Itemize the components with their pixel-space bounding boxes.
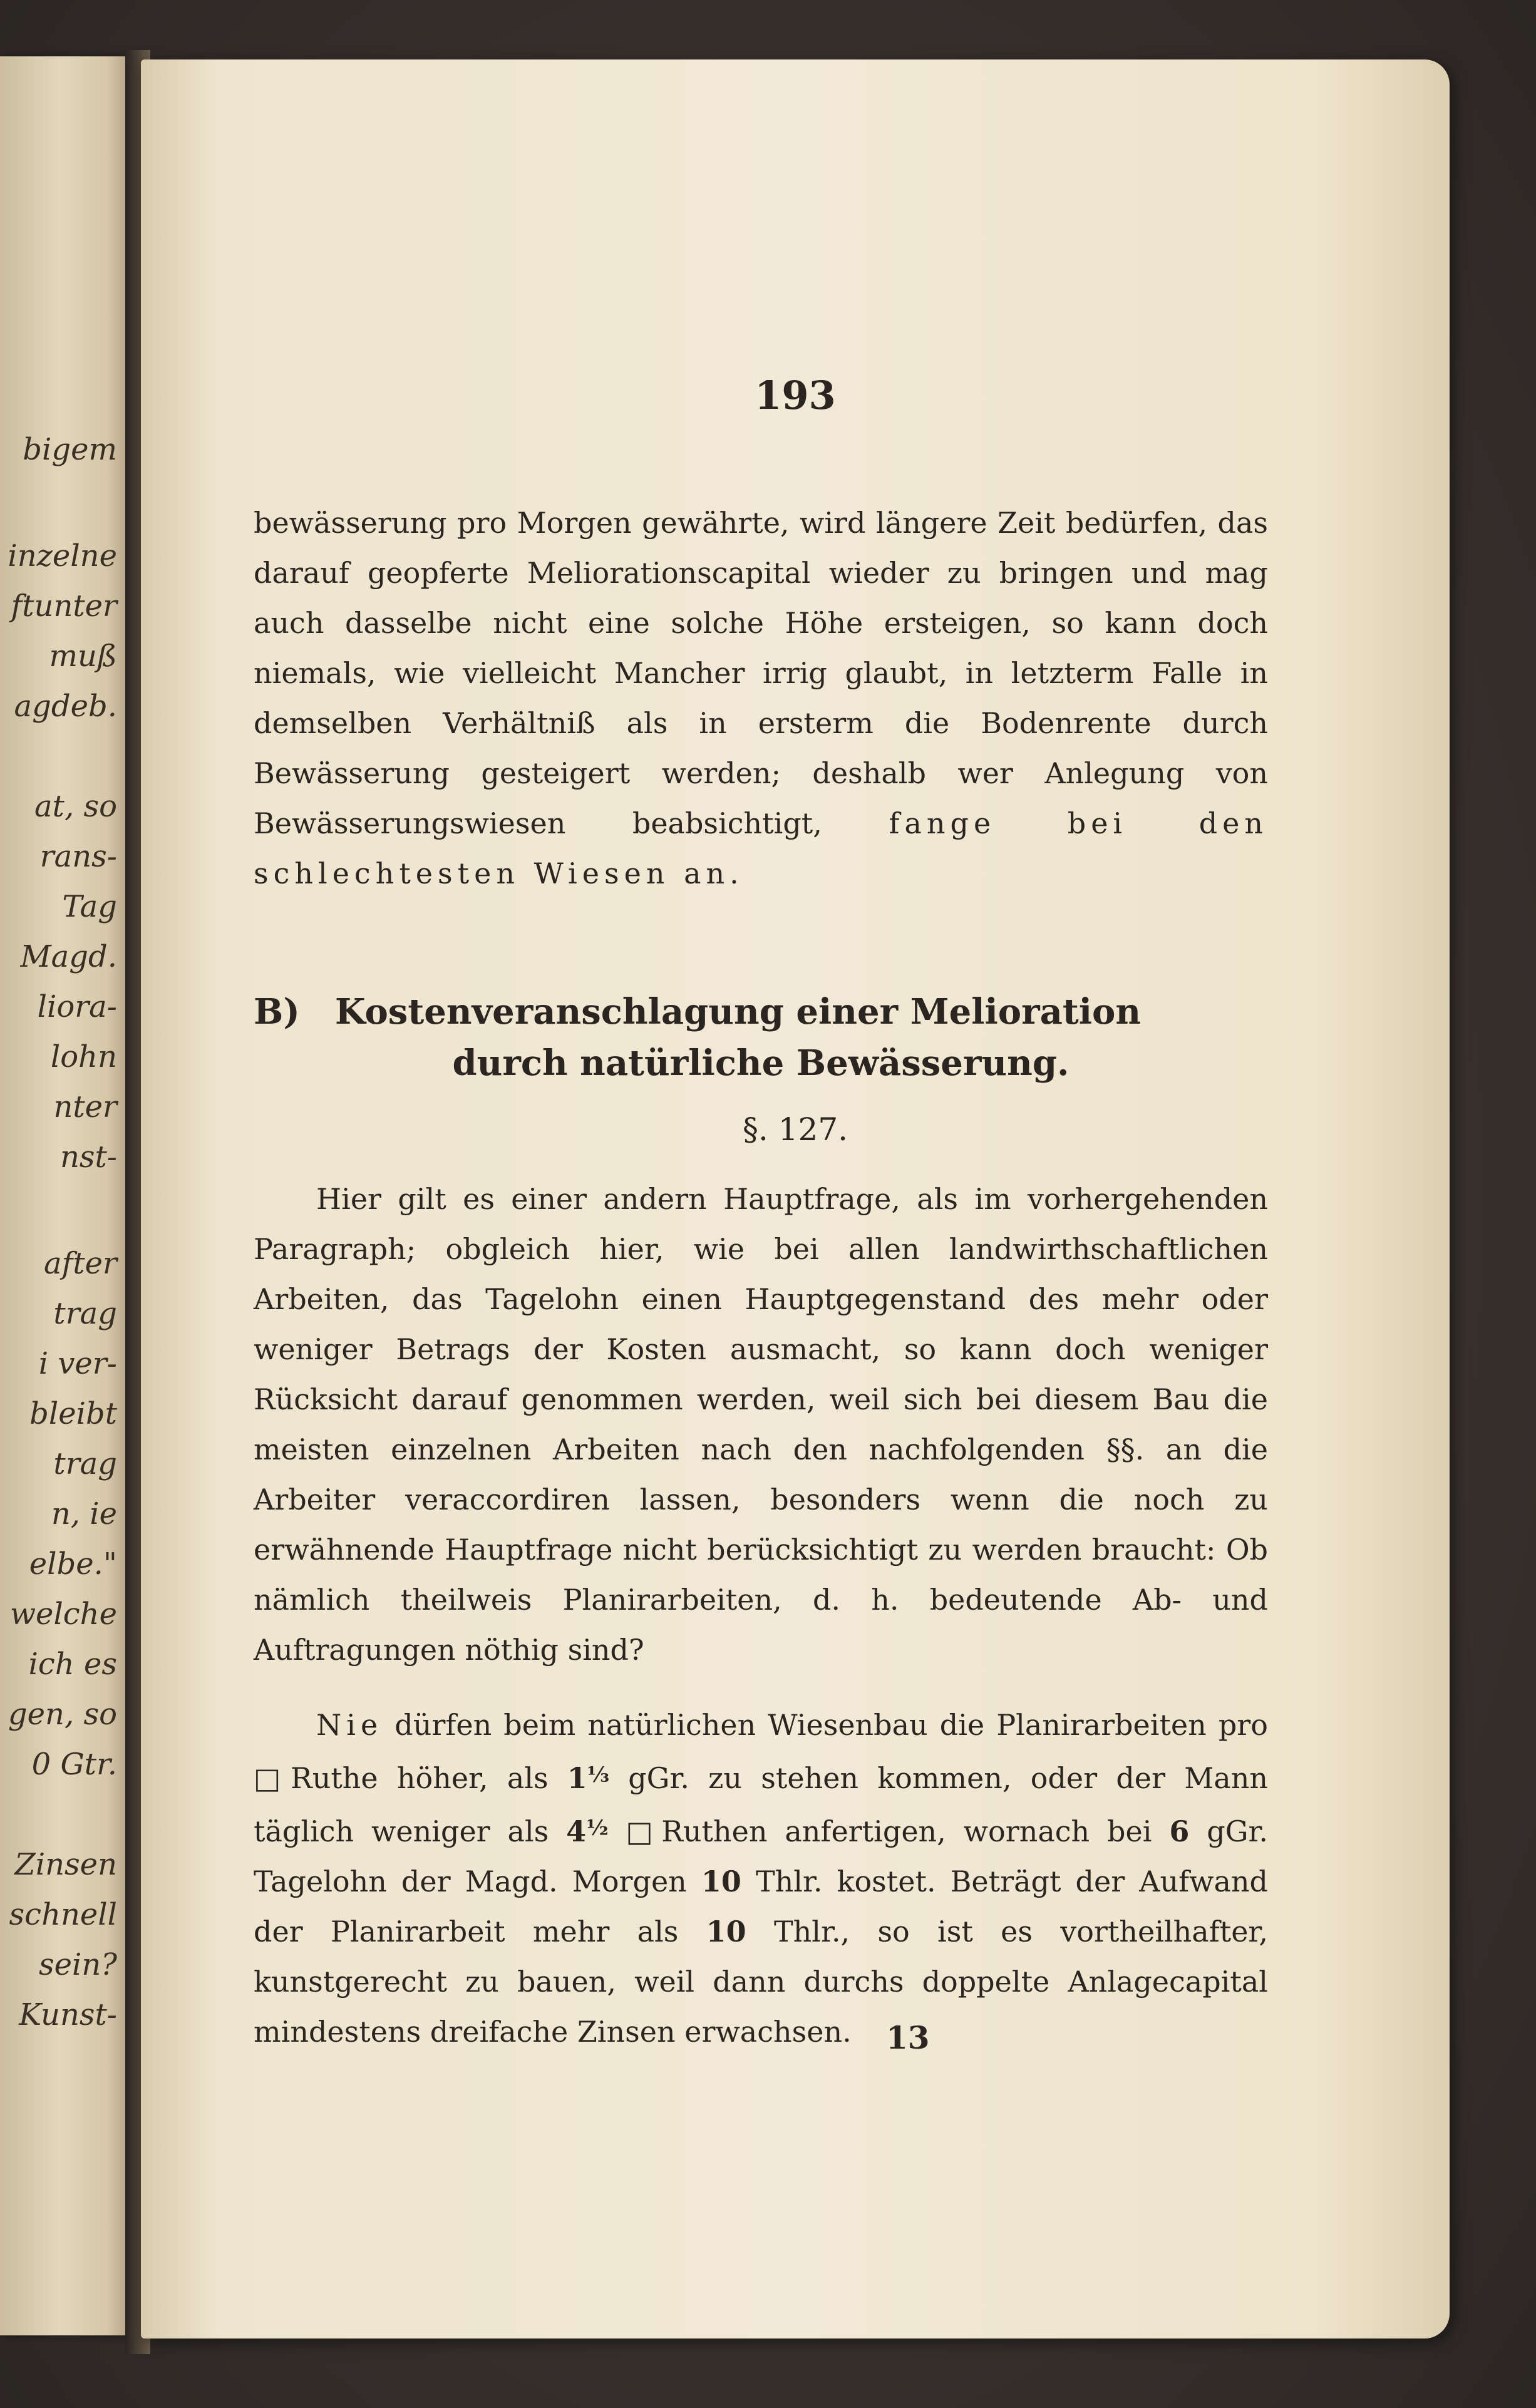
- fraction-value: $1^{\frac{1}{3}}$: [567, 1761, 609, 1795]
- paragraph-text: Thlr., so ist es vortheilhafter, kunstgerecht zu bauen, weil dann durchs doppelte Anlagecapital mindestens dreifache Zinsen erwachsen.: [254, 1915, 1268, 2049]
- left-page-fragment: at, so: [34, 789, 117, 824]
- left-page-fragment: lohn: [50, 1039, 117, 1074]
- paragraph-text: dürfen beim natürlichen Wiesenbau die Planirarbeiten pro □Ruthe höher, als: [254, 1708, 1268, 1795]
- paragraph-text: bewässerung pro Morgen gewährte, wird längere Zeit bedürfen, das darauf geopferte Meliorationscapital wieder zu bringen und mag auch dasselbe nicht eine solche Höhe ersteigen, so kann doch niemals, wie vielleicht Mancher irrig glaubt, in letzterm Falle in demselben Verhältniß als in ersterm die Bodenrente durch Bewässerung gesteigert werden; deshalb wer Anlegung von Bewässerungswiesen beabsichtigt,: [254, 506, 1268, 840]
- paragraph-text: □Ruthen anfertigen, wornach bei: [626, 1814, 1152, 1848]
- left-page-fragment: bleibt: [29, 1396, 117, 1431]
- left-page-fragment: Magd.: [20, 939, 117, 974]
- paragraph-text: gGr. Tagelohn der Magd. Morgen: [254, 1814, 1268, 1898]
- left-page-fragment: nst-: [59, 1140, 117, 1175]
- left-page-fragment: Zinsen: [14, 1847, 117, 1882]
- left-page-fragment: inzelne: [8, 538, 117, 574]
- number-value: 10: [701, 1865, 741, 1898]
- left-page-fragment: Tag: [62, 889, 117, 924]
- fraction-value: $4^{\frac{1}{2}}$: [566, 1814, 609, 1848]
- left-page-edge: [0, 56, 135, 2335]
- left-page-fragment: trag: [53, 1296, 117, 1331]
- paragraph-127-first: [254, 1174, 1268, 1675]
- emphasized-text: fange bei den schlechtesten Wiesen an.: [254, 806, 1268, 890]
- paragraph-text: Hier gilt es einer andern Hauptfrage, als im vorhergehenden Paragraph; obgleich hier, wie bei allen landwirthschaftlichen Arbeiten, das Tagelohn einen Hauptgegenstand des mehr oder weniger Betrags der Kosten ausmacht, so kann doch weniger Rücksicht darauf genommen werden, weil sich bei diesem Bau die meisten einzelnen Arbeiten nach den nachfolgenden §§. an die Arbeiter veraccordiren lassen, besonders wenn die noch zu erwähnende Hauptfrage nicht berücksichtigt zu werden braucht: Ob nämlich theilweis Planirarbeiten, d. h. bedeutende Ab- und Auftragungen nöthig sind?: [254, 1182, 1268, 1667]
- left-page-fragment: n, ie: [51, 1496, 117, 1531]
- left-page-fragment: i ver-: [38, 1346, 117, 1381]
- left-page-fragment: 0 Gtr.: [31, 1747, 117, 1782]
- emphasized-text: Nie: [316, 1708, 383, 1742]
- left-page-fragment: bigem: [23, 432, 117, 467]
- page-number: 193: [755, 373, 836, 418]
- left-page-fragment: schnell: [9, 1897, 117, 1932]
- section-title-line-2: durch natürliche Bewässerung.: [452, 1042, 1070, 1084]
- paragraph-127-second: [254, 1700, 1268, 2057]
- left-page-fragment: liora-: [37, 989, 117, 1024]
- right-page: [141, 59, 1450, 2339]
- number-value: 10: [706, 1915, 746, 1948]
- left-page-fragment: welche: [9, 1597, 117, 1632]
- left-page-fragment: agdeb.: [14, 689, 117, 724]
- section-title-line-1: Kostenveranschlagung einer Melioration: [335, 991, 1142, 1032]
- left-page-fragment: ich es: [28, 1647, 117, 1682]
- left-page-fragment: after: [43, 1246, 117, 1281]
- left-page-fragment: trag: [53, 1446, 117, 1481]
- left-page-fragment: rans-: [39, 839, 117, 874]
- left-page-fragment: muß: [49, 639, 117, 674]
- left-page-fragment: ftunter: [11, 589, 117, 624]
- sheet-signature: 13: [886, 2019, 930, 2056]
- left-page-fragment: sein?: [38, 1947, 117, 1982]
- section-heading: [254, 986, 1268, 1089]
- paragraph-text: gGr. zu stehen kommen, oder der Mann täglich weniger als: [254, 1761, 1268, 1848]
- paragraph-number: §. 127.: [742, 1111, 848, 1148]
- left-page-fragment: Kunst-: [19, 1997, 117, 2032]
- left-page-fragment: elbe.": [29, 1546, 117, 1582]
- number-value: 6: [1169, 1814, 1190, 1848]
- paragraph-text: Thlr. kostet. Beträgt der Aufwand der Planirarbeit mehr als: [254, 1865, 1268, 1948]
- left-page-fragment: nter: [53, 1089, 117, 1124]
- paragraph-continuation: [254, 498, 1268, 898]
- section-marker: B): [254, 991, 300, 1032]
- left-page-fragment: gen, so: [8, 1697, 117, 1732]
